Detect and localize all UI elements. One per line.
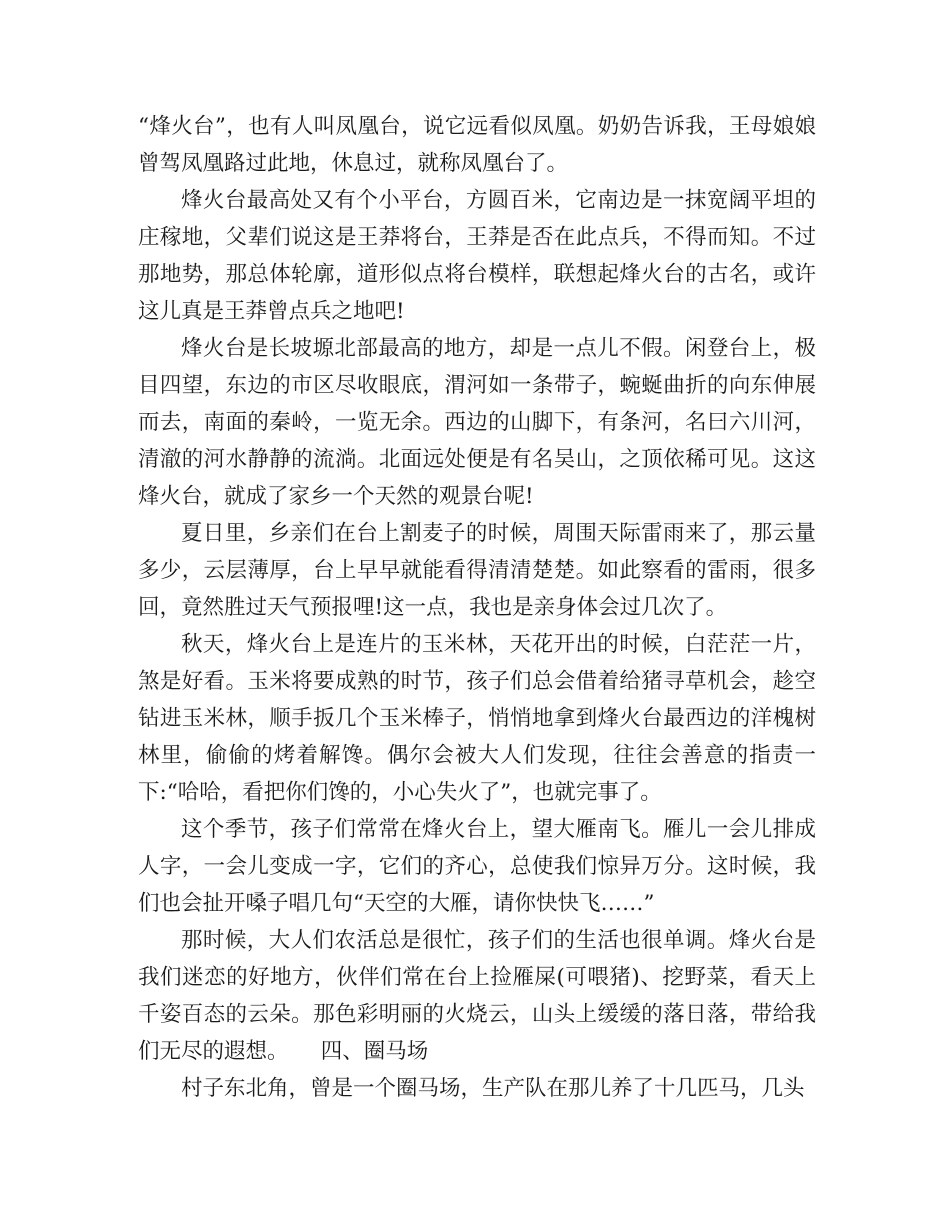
paragraph-autumn-corn: 秋天，烽火台上是连片的玉米林，天花开出的时候，白茫茫一片，煞是好看。玉米将要成熟的时节，孩子们总会借着给猪寻草机会，趁空钻进玉米林，顺手扳几个玉米棒子，悄悄地拿到烽火台最西边的洋槐树林里，偷偷的烤着解馋。偶尔会被大人们发现，往往会善意的指责一下:“哈哈，看把你们馋的，小心失火了”，也就完事了。 [138,632,816,805]
paragraph-horse-pen: 村子东北角，曾是一个圈马场，生产队在那儿养了十几匹马，几头 [181,1076,805,1101]
paragraph-childhood-memories: 那时候，大人们农活总是很忙，孩子们的生活也很单调。烽火台是我们迷恋的好地方，伙伴们常在台上捡雁屎(可喂猪)、挖野菜，看天上千姿百态的云朵。那色彩明丽的火烧云，山头上缓缓的落日落，带给我们无尽的遐想。 四、圈马场 [138,928,816,1064]
paragraph-summer-rain: 夏日里，乡亲们在台上割麦子的时候，周围天际雷雨来了，那云量多少，云层薄厚，台上早早就能看得清清楚楚。如此察看的雷雨，很多回，竟然胜过天气预报哩!这一点，我也是亲身体会过几次了。 [138,521,816,620]
paragraph-wangmang-platform: 烽火台最高处又有个小平台，方圆百米，它南边是一抹宽阔平坦的庄稼地，父辈们说这是王莽将台，王莽是否在此点兵，不得而知。不过那地势，那总体轮廓，道形似点将台模样，联想起烽火台的古名，或许这儿真是王莽曾点兵之地吧! [138,188,816,324]
paragraph-scenic-view: 烽火台是长坡塬北部最高的地方，却是一点儿不假。闲登台上，极目四望，东边的市区尽收眼底，渭河如一条带子，蜿蜒曲折的向东伸展而去，南面的秦岭，一览无余。西边的山脚下，有条河，名曰六川河，清澈的河水静静的流淌。北面远处便是有名吴山，之顶依稀可见。这这烽火台，就成了家乡一个天然的观景台呢! [138,336,816,509]
paragraph-wild-geese: 这个季节，孩子们常常在烽火台上，望大雁南飞。雁儿一会儿排成人字，一会儿变成一字，它们的齐心，总使我们惊异万分。这时候，我们也会扯开嗓子唱几句“天空的大雁，请你快快飞……” [138,817,816,916]
document-page [138,108,816,1107]
paragraph-phoenix-terrace-name: “烽火台”，也有人叫凤凰台，说它远看似凤凰。奶奶告诉我，王母娘娘曾驾凤凰路过此地，休息过，就称凤凰台了。 [138,114,816,176]
